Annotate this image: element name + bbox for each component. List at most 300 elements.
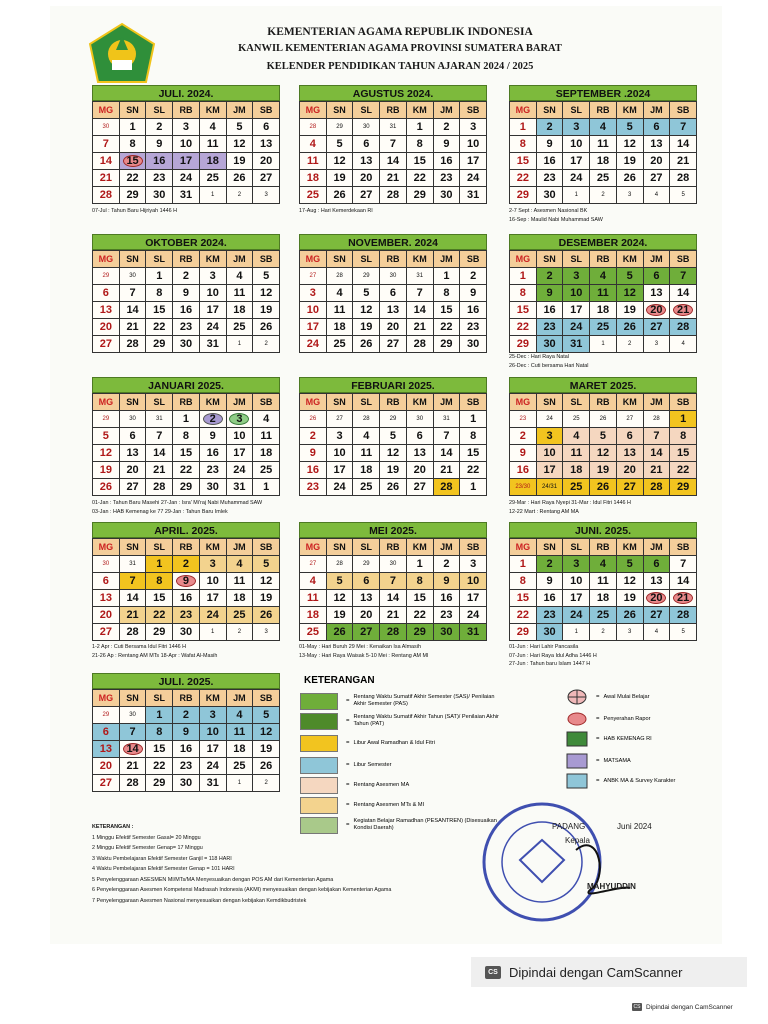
day-cell — [407, 153, 434, 170]
day-cell — [120, 624, 147, 641]
day-number: 13 — [386, 304, 400, 316]
day-cell — [353, 170, 380, 187]
day-number: 21 — [650, 464, 663, 476]
header-subtitle: KANWIL KEMENTERIAN AGAMA PROVINSI SUMATERA BARAT — [238, 43, 562, 54]
day-number: 14 — [386, 155, 400, 167]
day-cell — [93, 607, 120, 624]
day-number: 27 — [413, 481, 426, 493]
day-cell — [173, 775, 200, 792]
day-number: 2 — [628, 341, 632, 347]
weekday-header: MG — [300, 539, 327, 556]
day-number: 27 — [309, 561, 317, 567]
day-cell — [460, 187, 487, 204]
day-cell — [120, 268, 147, 285]
day-number: 24 — [233, 464, 246, 476]
month-calendar — [299, 234, 487, 353]
weekday-header: SL — [563, 102, 590, 119]
day-number: 14 — [650, 447, 663, 459]
day-number: 31 — [416, 273, 424, 279]
day-number: 31 — [206, 777, 219, 789]
day-number: 5 — [389, 430, 397, 442]
day-number: 12 — [333, 592, 346, 604]
month-calendar — [92, 673, 280, 792]
day-cell — [120, 170, 147, 187]
camscanner-text: Dipindai dengan CamScanner — [509, 964, 683, 980]
day-cell — [563, 573, 590, 590]
day-number: 25 — [360, 481, 373, 493]
day-number: 24 — [467, 609, 480, 621]
day-cell — [434, 607, 461, 624]
day-cell — [227, 607, 254, 624]
day-number: 27 — [360, 189, 373, 201]
day-cell — [563, 624, 590, 641]
day-cell — [146, 758, 173, 775]
legend-title: KETERANGAN — [304, 675, 375, 686]
day-number: 2 — [182, 709, 190, 721]
day-number: 30 — [179, 338, 193, 350]
day-cell — [353, 285, 380, 302]
day-number: 20 — [650, 592, 663, 604]
day-number: 17 — [543, 464, 556, 476]
day-number: 2 — [546, 558, 553, 570]
day-number: 28 — [677, 172, 690, 184]
day-number: 1 — [574, 629, 578, 635]
day-cell — [173, 556, 200, 573]
weekday-header: SB — [460, 394, 487, 411]
day-cell — [434, 556, 461, 573]
day-cell — [253, 462, 280, 479]
day-number: 19 — [596, 464, 610, 476]
day-number: 26 — [233, 172, 246, 184]
day-number: 30 — [543, 338, 556, 350]
month-grid — [509, 250, 697, 353]
day-cell — [353, 319, 380, 336]
day-cell — [590, 624, 617, 641]
day-cell — [300, 573, 327, 590]
day-cell — [253, 411, 280, 428]
day-number: 13 — [360, 155, 373, 167]
day-cell — [590, 607, 617, 624]
day-cell — [353, 573, 380, 590]
month-notes — [509, 207, 699, 224]
day-number: 12 — [623, 138, 636, 150]
day-cell — [120, 479, 147, 496]
day-cell — [644, 624, 671, 641]
day-cell — [173, 170, 200, 187]
day-number: 21 — [677, 304, 690, 316]
day-cell — [200, 336, 227, 353]
day-number: 22 — [516, 609, 529, 621]
weekday-header: MG — [93, 690, 120, 707]
month-grid — [299, 101, 487, 204]
day-cell — [173, 136, 200, 153]
day-number: 29 — [102, 273, 110, 279]
weekday-header: RB — [590, 394, 617, 411]
day-number: 2 — [237, 629, 242, 635]
day-cell — [327, 556, 354, 573]
day-number: 24 — [179, 172, 193, 184]
day-number: 10 — [333, 447, 346, 459]
day-number: 25 — [233, 760, 246, 772]
day-number: 5 — [626, 270, 633, 282]
day-cell — [670, 170, 697, 187]
day-cell — [537, 607, 564, 624]
day-cell — [253, 136, 280, 153]
day-cell — [200, 724, 227, 741]
day-cell — [563, 590, 590, 607]
month-grid — [509, 538, 697, 641]
day-number: 4 — [236, 709, 243, 721]
weekday-header: SL — [146, 102, 173, 119]
day-cell — [200, 707, 227, 724]
day-number: 6 — [389, 287, 397, 299]
day-cell — [407, 136, 434, 153]
legend-swatch — [300, 777, 338, 794]
legend-equals: = — [346, 782, 350, 788]
day-cell — [227, 758, 254, 775]
day-number: 27 — [650, 172, 663, 184]
day-cell — [227, 479, 254, 496]
month-title: SEPTEMBER .2024 — [509, 85, 697, 101]
day-cell — [563, 319, 590, 336]
day-cell — [380, 624, 407, 641]
legend-label: Penyerahan Rapor — [603, 716, 651, 722]
day-cell — [327, 428, 354, 445]
day-cell — [537, 187, 564, 204]
day-cell — [590, 319, 617, 336]
day-cell — [617, 590, 644, 607]
day-cell — [537, 624, 564, 641]
holiday-note: 25-Dec : Hari Raya Natal — [509, 354, 569, 360]
day-number: 11 — [307, 155, 319, 167]
day-number: 17 — [333, 464, 346, 476]
signature-role: Kepala — [565, 836, 590, 845]
signature-date: Juni 2024 — [617, 822, 652, 831]
day-number: 30 — [389, 273, 397, 279]
day-cell — [300, 136, 327, 153]
day-cell — [146, 119, 173, 136]
day-number: 15 — [179, 447, 193, 459]
day-number: 31 — [467, 189, 480, 201]
day-number: 13 — [99, 592, 112, 604]
weekday-header: SL — [146, 394, 173, 411]
day-number: 31 — [570, 338, 583, 350]
day-number: 11 — [597, 575, 609, 587]
day-cell — [146, 775, 173, 792]
day-cell — [644, 285, 671, 302]
day-cell — [146, 268, 173, 285]
day-cell — [460, 153, 487, 170]
weekday-header: MG — [93, 539, 120, 556]
weekday-header: SB — [253, 251, 280, 268]
day-cell — [590, 302, 617, 319]
day-cell — [227, 153, 254, 170]
day-number: 28 — [153, 481, 166, 493]
weekday-header: KM — [407, 539, 434, 556]
day-number: 10 — [570, 138, 583, 150]
day-number: 18 — [596, 155, 610, 167]
note-item: 7 Penyelenggaraan Asesmen Nasional menyesuaikan dengan kebijakan Kemdikbudristek — [92, 897, 307, 904]
day-cell — [120, 428, 147, 445]
day-number: 8 — [416, 138, 423, 150]
day-cell — [253, 758, 280, 775]
day-number: 23 — [179, 321, 193, 333]
month-grid — [92, 689, 280, 792]
month-title: JULI. 2025. — [92, 673, 280, 689]
day-number: 3 — [628, 192, 632, 198]
day-cell — [460, 285, 487, 302]
month-notes — [92, 499, 282, 516]
day-number: 9 — [470, 287, 477, 299]
weekday-header: SB — [670, 251, 697, 268]
day-number: 1 — [156, 558, 163, 570]
month-grid — [299, 393, 487, 496]
day-cell — [380, 170, 407, 187]
day-cell — [227, 556, 254, 573]
day-number: 18 — [333, 321, 346, 333]
day-number: 5 — [336, 138, 343, 150]
day-cell — [120, 607, 147, 624]
day-number: 29 — [153, 626, 166, 638]
day-cell — [327, 153, 354, 170]
day-cell — [590, 556, 617, 573]
day-number: 18 — [306, 172, 319, 184]
day-number: 7 — [680, 121, 687, 133]
day-number: 6 — [129, 430, 136, 442]
day-number: 4 — [573, 430, 580, 442]
day-cell — [617, 187, 644, 204]
day-number: 26 — [260, 609, 273, 621]
day-number: 5 — [626, 121, 633, 133]
day-cell — [537, 153, 564, 170]
day-number: 28 — [126, 626, 139, 638]
day-number: 12 — [386, 447, 400, 459]
day-number: 6 — [263, 121, 270, 133]
day-number: 28 — [99, 189, 112, 201]
day-cell — [353, 153, 380, 170]
day-number: 10 — [543, 447, 556, 459]
day-number: 9 — [209, 430, 216, 442]
day-cell — [590, 411, 617, 428]
day-cell — [353, 479, 380, 496]
day-number: 2 — [237, 192, 242, 198]
day-number: 14 — [153, 447, 166, 459]
legend-swatch — [300, 757, 338, 774]
day-number: 20 — [650, 155, 663, 167]
weekday-header: SL — [353, 251, 380, 268]
day-number: 12 — [233, 138, 246, 150]
day-cell — [617, 445, 644, 462]
day-number: 8 — [519, 575, 526, 587]
bottom-notes-title: KETERANGAN : — [92, 824, 134, 830]
day-cell — [300, 556, 327, 573]
day-cell — [300, 462, 327, 479]
day-number: 1 — [519, 121, 526, 133]
day-cell — [644, 187, 671, 204]
day-cell — [563, 445, 590, 462]
day-number: 22 — [126, 172, 139, 184]
weekday-header: MG — [510, 102, 537, 119]
day-number: 5 — [336, 575, 343, 587]
day-number: 1 — [680, 413, 687, 425]
day-number: 8 — [182, 430, 190, 442]
day-number: 27 — [309, 273, 317, 279]
weekday-header: SN — [120, 539, 147, 556]
day-cell — [460, 268, 487, 285]
weekday-header: JM — [644, 251, 671, 268]
day-number: 26 — [99, 481, 112, 493]
day-cell — [253, 119, 280, 136]
day-number: 9 — [546, 575, 553, 587]
holiday-note: 01-Jun : Hari Lahir Pancasila — [509, 644, 579, 650]
day-cell — [563, 607, 590, 624]
legend-swatch — [300, 693, 338, 710]
day-cell — [200, 462, 227, 479]
day-number: 5 — [626, 558, 633, 570]
day-cell — [173, 411, 200, 428]
day-number: 1 — [263, 481, 270, 493]
day-number: 2 — [209, 413, 216, 425]
day-number: 28 — [413, 338, 426, 350]
day-number: 22 — [153, 760, 166, 772]
day-cell — [353, 462, 380, 479]
legend-item — [566, 772, 714, 790]
day-number: 12 — [360, 304, 373, 316]
day-number: 7 — [443, 430, 450, 442]
day-number: 10 — [233, 430, 246, 442]
day-number: 16 — [440, 155, 453, 167]
legend-item — [566, 710, 714, 728]
day-cell — [227, 285, 254, 302]
day-cell — [173, 624, 200, 641]
legend-equals: = — [596, 694, 600, 700]
day-number: 17 — [206, 743, 219, 755]
weekday-header: SN — [537, 102, 564, 119]
day-cell — [644, 590, 671, 607]
day-cell — [253, 573, 280, 590]
day-number: 28 — [126, 338, 139, 350]
month-notes — [92, 643, 282, 660]
day-cell — [300, 624, 327, 641]
day-number: 11 — [570, 447, 583, 459]
day-number: 9 — [443, 575, 450, 587]
day-cell — [253, 319, 280, 336]
weekday-header: SB — [253, 102, 280, 119]
day-cell — [407, 573, 434, 590]
day-cell — [644, 556, 671, 573]
day-cell — [93, 707, 120, 724]
weekday-header: SB — [460, 251, 487, 268]
day-cell — [300, 590, 327, 607]
day-cell — [200, 741, 227, 758]
day-cell — [146, 573, 173, 590]
day-number: 3 — [628, 629, 632, 635]
day-cell — [670, 556, 697, 573]
day-cell — [93, 741, 120, 758]
day-cell — [563, 170, 590, 187]
day-number: 18 — [596, 304, 610, 316]
weekday-header: JM — [434, 251, 461, 268]
legend-item — [566, 752, 714, 770]
legend-label: Kegiatan Belajar Ramadhan (PESANTREN) (Disesuaikan Kondisi Daerah) — [353, 818, 497, 831]
day-number: 2 — [182, 558, 190, 570]
day-cell — [617, 411, 644, 428]
weekday-header: RB — [173, 539, 200, 556]
day-number: 23 — [179, 760, 193, 772]
weekday-header: KM — [617, 539, 644, 556]
day-cell — [200, 758, 227, 775]
day-cell — [353, 445, 380, 462]
day-cell — [563, 462, 590, 479]
holiday-note: 17-Aug : Hari Kemerdekaan RI — [299, 208, 373, 214]
day-number: 29 — [102, 416, 110, 422]
day-number: 29 — [179, 481, 193, 493]
day-number: 23 — [543, 172, 556, 184]
legend-item — [300, 776, 504, 794]
note-item: 5 Penyelenggaraan ASESMEN MI/MTs/MA Menyesuaikan dengan POS AM dari Kementerian Agama — [92, 876, 334, 883]
day-cell — [617, 319, 644, 336]
day-number: 28 — [336, 561, 343, 567]
day-number: 26 — [623, 321, 636, 333]
holiday-note: 29-Mar : Hari Raya Nyepi 31-Mar : Idul Fitri 1446 H — [509, 500, 631, 506]
day-number: 6 — [102, 726, 109, 738]
legend-item — [300, 796, 504, 814]
day-cell — [644, 170, 671, 187]
legend-equals: = — [346, 740, 350, 746]
day-cell — [93, 556, 120, 573]
day-cell — [460, 624, 487, 641]
camscanner-small — [632, 1003, 733, 1011]
day-cell — [93, 319, 120, 336]
day-cell — [327, 607, 354, 624]
weekday-header: MG — [510, 539, 537, 556]
day-cell — [253, 445, 280, 462]
day-number: 28 — [650, 481, 663, 493]
weekday-header: KM — [200, 394, 227, 411]
day-cell — [300, 268, 327, 285]
day-number: 26 — [623, 172, 636, 184]
weekday-header: SB — [253, 690, 280, 707]
day-cell — [93, 590, 120, 607]
day-number: 5 — [363, 287, 370, 299]
day-cell — [93, 119, 120, 136]
day-cell — [253, 268, 280, 285]
day-number: 15 — [516, 304, 529, 316]
day-cell — [146, 724, 173, 741]
day-number: 3 — [264, 629, 268, 635]
day-number: 4 — [599, 270, 607, 282]
day-number: 3 — [182, 121, 190, 133]
day-number: 19 — [260, 743, 273, 755]
day-number: 6 — [363, 138, 370, 150]
day-cell — [460, 336, 487, 353]
day-cell — [380, 573, 407, 590]
header-calendar-title: KELENDER PENDIDIKAN TAHUN AJARAN 2024 / 2025 — [266, 61, 534, 72]
day-cell — [670, 302, 697, 319]
day-cell — [617, 336, 644, 353]
weekday-header: JM — [227, 251, 254, 268]
weekday-header: SN — [537, 251, 564, 268]
day-cell — [590, 119, 617, 136]
camscanner-footer — [471, 957, 747, 987]
day-number: 2 — [443, 121, 450, 133]
day-cell — [407, 479, 434, 496]
day-cell — [146, 479, 173, 496]
day-number: 26 — [599, 416, 607, 422]
note-item: 6 Penyelenggaraan Asesmen Kompetensi Madrasah Indonesia (AKMI) menyesuaikan dengan kebijakan Kementerian Agama — [92, 887, 392, 893]
day-number: 19 — [333, 172, 346, 184]
day-cell — [407, 285, 434, 302]
